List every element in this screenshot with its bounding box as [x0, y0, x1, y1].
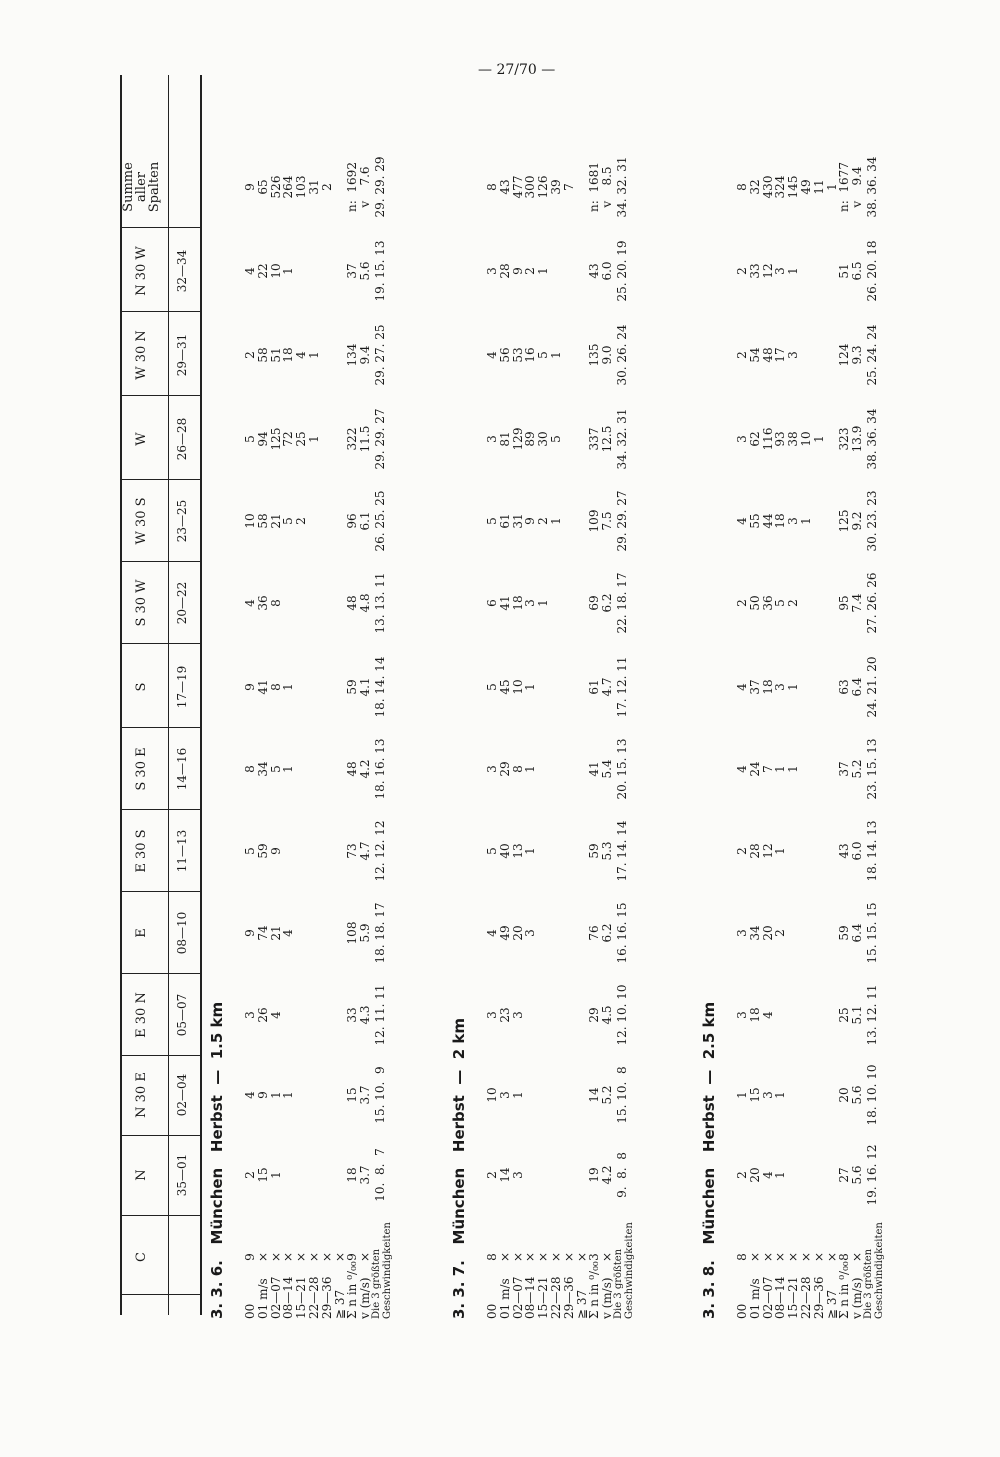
- sum-cell: n: 1681: [587, 162, 602, 212]
- c-v: ×: [850, 1251, 865, 1263]
- v-cell: 4.1: [358, 677, 373, 697]
- column-header: N 30 E: [134, 1072, 149, 1118]
- value-cell: 4 49 20 3: [485, 925, 538, 941]
- max-speed-cell: 15. 10. 8: [615, 1066, 630, 1124]
- v-cell: 6.5: [850, 261, 865, 281]
- max-speed-cell: 23. 15. 13: [865, 738, 880, 800]
- max-speed-cell: 10. 8. 7: [373, 1148, 388, 1202]
- sum-label: Σ n in ⁰/₀₀: [837, 1261, 852, 1319]
- c-cell: ×: [760, 1251, 775, 1263]
- sum-cell: 51: [837, 263, 852, 279]
- v-cell: 5.3: [600, 841, 615, 861]
- value-cell: 3 18 4: [735, 1007, 775, 1023]
- sum-cell: n: 1677: [837, 162, 852, 212]
- column-header: W 30 S: [134, 497, 149, 545]
- header-col-rule: [120, 227, 200, 228]
- max-speed-cell: 18. 16. 13: [373, 738, 388, 800]
- v-cell: 5.6: [850, 1165, 865, 1185]
- sum-cell: 43: [837, 843, 852, 859]
- sum-cell: 322: [345, 427, 360, 451]
- sum-label: Σ n in ⁰/₀₀: [345, 1261, 360, 1319]
- header-col-rule: [120, 643, 200, 644]
- v-cell: 9.3: [850, 345, 865, 365]
- sum-cell: 125: [837, 509, 852, 533]
- max-speed-cell: 18. 18. 17: [373, 902, 388, 964]
- v-cell: 4.7: [358, 841, 373, 861]
- column-header: W: [134, 432, 149, 446]
- column-subheader: 08—10: [175, 911, 189, 955]
- row-label: 22—28: [549, 1276, 563, 1319]
- v-cell: 12.5: [600, 425, 615, 453]
- c-cell: 8: [485, 1253, 499, 1261]
- column-subheader: 11—13: [175, 829, 189, 873]
- max-speed-cell: 17. 12. 11: [615, 656, 630, 718]
- sum-cell: 18: [345, 1167, 360, 1183]
- value-cell: 3 34 20 2: [735, 925, 788, 941]
- header-top-rule: [120, 75, 122, 1315]
- value-cell: 9 41 8 1: [243, 679, 296, 695]
- column-header: Summe aller Spalten: [121, 161, 162, 213]
- sum-cell: 134: [345, 343, 360, 367]
- value-cell: 4 56 53 16 5 1: [485, 347, 563, 363]
- c-v: ×: [358, 1251, 373, 1263]
- c-cell: ×: [747, 1251, 762, 1263]
- v-cell: 4.3: [358, 1005, 373, 1025]
- row-label: 01 m/s: [255, 1278, 270, 1319]
- header-mid-rule: [168, 75, 169, 1315]
- column-subheader: 14—16: [175, 747, 189, 791]
- header-col-rule: [120, 395, 200, 396]
- max-speed-cell: 26. 20. 18: [865, 240, 880, 302]
- v-cell: 7.5: [600, 511, 615, 531]
- v-cell: 7.4: [850, 593, 865, 613]
- sum-cell: 33: [345, 1007, 360, 1023]
- header-col-rule: [120, 973, 200, 974]
- value-cell: 4 37 18 3 1: [735, 679, 801, 695]
- sum-cell: 108: [345, 921, 360, 945]
- value-cell: 3 28 9 2 1: [485, 263, 551, 279]
- header-left-rule: [120, 1294, 200, 1295]
- max-speed-cell: 13. 13. 11: [373, 572, 388, 634]
- sum-cell: 27: [837, 1167, 852, 1183]
- c-cell: ×: [523, 1251, 538, 1263]
- sum-label: Σ n in ⁰/₀₀: [587, 1261, 602, 1319]
- c-cell: ×: [549, 1251, 563, 1263]
- sum-cell: 48: [345, 761, 360, 777]
- c-cell: ×: [574, 1251, 589, 1263]
- column-header: C: [134, 1252, 149, 1262]
- v-cell: 3.7: [358, 1165, 373, 1185]
- v-cell: v 8.5: [600, 166, 615, 208]
- value-cell: 5 59 9: [243, 843, 283, 859]
- row-label: 00: [735, 1303, 749, 1319]
- sum-cell: 43: [587, 263, 602, 279]
- value-cell: 8 34 5 1: [243, 761, 296, 777]
- row-label: 15—21: [294, 1276, 309, 1319]
- v-cell: 6.0: [600, 261, 615, 281]
- row-label: 15—21: [536, 1276, 551, 1319]
- v-cell: 4.2: [600, 1165, 615, 1185]
- sum-cell: 14: [587, 1087, 602, 1103]
- v-cell: 5.4: [600, 759, 615, 779]
- row-label: 15—21: [786, 1276, 801, 1319]
- column-subheader: 02—04: [175, 1073, 189, 1117]
- row-label: 08—14: [523, 1276, 538, 1319]
- v-label: v (m/s): [600, 1277, 615, 1319]
- value-cell: 3 81 129 89 30 5: [485, 427, 563, 451]
- max-speed-cell: 12. 11. 11: [373, 984, 388, 1046]
- c-cell: ×: [268, 1251, 283, 1263]
- value-cell: 5 61 31 9 2 1: [485, 513, 563, 529]
- sum-cell: 37: [345, 263, 360, 279]
- max-speed-cell: 13. 12. 11: [865, 984, 880, 1046]
- sum-cell: 48: [345, 595, 360, 611]
- c-cell: ×: [561, 1251, 576, 1263]
- v-cell: 5.2: [850, 759, 865, 779]
- value-cell: 2 50 36 5 2: [735, 595, 801, 611]
- value-cell: 4 24 7 1 1: [735, 761, 801, 777]
- sum-cell: 19: [587, 1167, 602, 1183]
- row-label: 22—28: [307, 1276, 321, 1319]
- sum-cell: 29: [587, 1007, 602, 1023]
- row-label: 02—07: [510, 1276, 525, 1319]
- v-cell: 9.0: [600, 345, 615, 365]
- v-cell: 3.7: [358, 1085, 373, 1105]
- v-cell: 11.5: [358, 425, 373, 453]
- value-cell: 9 74 21 4: [243, 925, 296, 941]
- c-cell: ×: [510, 1251, 525, 1263]
- column-header: E: [134, 928, 149, 938]
- row-label: 29—36: [811, 1276, 826, 1319]
- sum-cell: 69: [587, 595, 602, 611]
- row-label: 00: [243, 1303, 257, 1319]
- value-cell: 2 14 3: [485, 1167, 525, 1183]
- c-cell: 9: [243, 1253, 257, 1261]
- column-subheader: 23—25: [175, 499, 189, 543]
- c-cell: ×: [536, 1251, 551, 1263]
- v-cell: 6.1: [358, 511, 373, 531]
- value-cell: 9 65 526 264 103 31 2: [243, 175, 334, 199]
- column-subheader: 32—34: [175, 249, 189, 293]
- value-cell: 4 36 8: [243, 595, 283, 611]
- max-speed-cell: 34. 32. 31: [615, 156, 630, 218]
- header-col-rule: [120, 809, 200, 810]
- sum-cell: 15: [345, 1087, 360, 1103]
- max-speed-cell: 30. 26. 24: [615, 324, 630, 386]
- sum-cell: 96: [345, 513, 360, 529]
- c-sum: 8: [837, 1253, 852, 1261]
- v-label: v (m/s): [850, 1277, 865, 1319]
- value-cell: 3 29 8 1: [485, 761, 538, 777]
- sum-cell: 59: [837, 925, 852, 941]
- v-cell: 5.6: [850, 1085, 865, 1105]
- sum-cell: 323: [837, 427, 852, 451]
- v-cell: 4.7: [600, 677, 615, 697]
- value-cell: 10 3 1: [485, 1087, 525, 1103]
- sum-cell: 41: [587, 761, 602, 777]
- max-speed-cell: 27. 26. 26: [865, 572, 880, 634]
- row-label: 29—36: [561, 1276, 576, 1319]
- sum-cell: 76: [587, 925, 602, 941]
- c-cell: ×: [307, 1251, 321, 1263]
- max-speed-cell: 20. 15. 13: [615, 738, 630, 800]
- v-cell: 6.0: [850, 841, 865, 861]
- header-col-rule: [120, 561, 200, 562]
- sum-cell: 73: [345, 843, 360, 859]
- value-cell: 10 58 21 5 2: [243, 513, 309, 529]
- row-label: ≧ 37: [332, 1289, 347, 1319]
- v-cell: 13.9: [850, 425, 865, 453]
- max-speed-cell: 29. 29. 29: [373, 156, 388, 218]
- v-cell: 6.4: [850, 677, 865, 697]
- column-header: S 30 E: [134, 747, 149, 791]
- max-speed-cell: 15. 15. 15: [865, 902, 880, 964]
- v-cell: 9.4: [358, 345, 373, 365]
- max-speed-cell: 25. 24. 24: [865, 324, 880, 386]
- value-cell: 5 94 125 72 25 1: [243, 427, 321, 451]
- column-header: E 30 N: [134, 992, 149, 1038]
- sum-cell: 37: [837, 761, 852, 777]
- value-cell: 5 40 13 1: [485, 843, 538, 859]
- v-cell: v 7.6: [358, 166, 373, 208]
- value-cell: 4 22 10 1: [243, 263, 296, 279]
- section-title: 3. 3. 7. München Herbst — 2 km: [450, 1017, 468, 1319]
- column-subheader: 35—01: [175, 1153, 189, 1197]
- value-cell: 6 41 18 3 1: [485, 595, 551, 611]
- v-cell: v 9.4: [850, 166, 865, 208]
- max-speed-cell: 26. 25. 25: [373, 490, 388, 552]
- max-speed-cell: 16. 16. 15: [615, 902, 630, 964]
- max-speed-cell: 29. 29. 27: [373, 408, 388, 470]
- header-col-rule: [120, 727, 200, 728]
- value-cell: 8 32 430 324 145 49 11 1: [735, 175, 839, 199]
- header-bottom-rule: [200, 75, 202, 1315]
- v-cell: 5.2: [600, 1085, 615, 1105]
- row-label: ≧ 37: [574, 1289, 589, 1319]
- c-cell: ×: [811, 1251, 826, 1263]
- v-label: v (m/s): [358, 1277, 373, 1319]
- c-sum: 9: [345, 1253, 360, 1261]
- max-speed-cell: 15. 10. 9: [373, 1066, 388, 1124]
- max-speed-cell: 18. 14. 13: [865, 820, 880, 882]
- column-subheader: 26—28: [175, 417, 189, 461]
- column-subheader: 17—19: [175, 665, 189, 709]
- header-col-rule: [120, 479, 200, 480]
- column-header: W 30 N: [134, 330, 149, 380]
- value-cell: 5 45 10 1: [485, 679, 538, 695]
- max-speed-cell: 30. 23. 23: [865, 490, 880, 552]
- column-header: S 30 W: [134, 579, 149, 627]
- v-cell: 9.2: [850, 511, 865, 531]
- c-cell: ×: [497, 1251, 512, 1263]
- row-label: 01 m/s: [747, 1278, 762, 1319]
- sum-cell: 95: [837, 595, 852, 611]
- max-speed-cell: 34. 32. 31: [615, 408, 630, 470]
- c-cell: ×: [294, 1251, 309, 1263]
- value-cell: 1 15 3 1: [735, 1087, 788, 1103]
- c-cell: ×: [824, 1251, 839, 1263]
- column-header: E 30 S: [134, 829, 149, 873]
- column-header: S: [134, 682, 149, 692]
- column-subheader: 20—22: [175, 581, 189, 625]
- c-cell: ×: [786, 1251, 801, 1263]
- c-cell: ×: [799, 1251, 813, 1263]
- row-label: ≧ 37: [824, 1289, 839, 1319]
- sum-cell: 59: [587, 843, 602, 859]
- v-cell: 5.6: [358, 261, 373, 281]
- max-speed-cell: 25. 20. 19: [615, 240, 630, 302]
- row-label: 08—14: [773, 1276, 788, 1319]
- v-cell: 5.9: [358, 923, 373, 943]
- column-header: N 30 W: [134, 246, 149, 296]
- row-label: 02—07: [268, 1276, 283, 1319]
- sum-cell: 25: [837, 1007, 852, 1023]
- sum-cell: 59: [345, 679, 360, 695]
- value-cell: 3 62 116 93 38 10 1: [735, 427, 826, 451]
- c-v: ×: [600, 1251, 615, 1263]
- max-speed-cell: 29. 29. 27: [615, 490, 630, 552]
- header-col-rule: [120, 311, 200, 312]
- max-speed-cell: 18. 14. 14: [373, 656, 388, 718]
- value-cell: 4 55 44 18 3 1: [735, 513, 813, 529]
- max-speed-cell: 38. 36. 34: [865, 408, 880, 470]
- page-number: — 27/70 —: [478, 62, 556, 78]
- v-cell: 6.4: [850, 923, 865, 943]
- max-speed-cell: 9. 8. 8: [615, 1152, 630, 1198]
- header-col-rule: [120, 891, 200, 892]
- max-speed-cell: 12. 10. 10: [615, 984, 630, 1046]
- value-cell: 2 20 4 1: [735, 1167, 788, 1183]
- max-speed-cell: 29. 27. 25: [373, 324, 388, 386]
- column-subheader: 05—07: [175, 993, 189, 1037]
- max-speed-cell: 18. 10. 10: [865, 1064, 880, 1126]
- max-speed-cell: 19. 16. 12: [865, 1144, 880, 1206]
- v-cell: 6.2: [600, 923, 615, 943]
- section-title: 3. 3. 8. München Herbst — 2.5 km: [700, 1001, 718, 1319]
- sum-cell: 124: [837, 343, 852, 367]
- max-speed-cell: 12. 12. 12: [373, 820, 388, 882]
- v-cell: 4.5: [600, 1005, 615, 1025]
- c-sum: 3: [587, 1253, 602, 1261]
- row-label: 00: [485, 1303, 499, 1319]
- value-cell: 4 9 1 1: [243, 1091, 296, 1099]
- value-cell: 8 43 477 300 126 39 7: [485, 175, 576, 199]
- max-speed-cell: 19. 15. 13: [373, 240, 388, 302]
- section-title: 3. 3. 6. München Herbst — 1.5 km: [208, 1001, 226, 1319]
- max-speed-cell: 38. 36. 34: [865, 156, 880, 218]
- value-cell: 2 28 12 1: [735, 843, 788, 859]
- value-cell: 2 54 48 17 3: [735, 347, 801, 363]
- value-cell: 2 58 51 18 4 1: [243, 347, 321, 363]
- big-label: Die 3 größten Geschwindigkeiten: [613, 1222, 636, 1319]
- header-col-rule: [120, 1215, 200, 1216]
- max-speed-cell: 22. 18. 17: [615, 572, 630, 634]
- big-label: Die 3 größten Geschwindigkeiten: [863, 1222, 886, 1319]
- value-cell: 2 33 12 3 1: [735, 263, 801, 279]
- value-cell: 3 26 4: [243, 1007, 283, 1023]
- sum-cell: 20: [837, 1087, 852, 1103]
- c-cell: ×: [319, 1251, 334, 1263]
- c-cell: 8: [735, 1253, 749, 1261]
- c-cell: ×: [332, 1251, 347, 1263]
- max-speed-cell: 24. 21. 20: [865, 656, 880, 718]
- sum-cell: 63: [837, 679, 852, 695]
- max-speed-cell: 17. 14. 14: [615, 820, 630, 882]
- sum-cell: 337: [587, 427, 602, 451]
- v-cell: 4.8: [358, 593, 373, 613]
- c-cell: ×: [255, 1251, 270, 1263]
- v-cell: 6.2: [600, 593, 615, 613]
- sum-cell: 109: [587, 509, 602, 533]
- c-cell: ×: [773, 1251, 788, 1263]
- row-label: 08—14: [281, 1276, 296, 1319]
- sum-cell: n: 1692: [345, 162, 360, 212]
- row-label: 02—07: [760, 1276, 775, 1319]
- row-label: 01 m/s: [497, 1278, 512, 1319]
- column-subheader: 29—31: [175, 333, 189, 377]
- row-label: 29—36: [319, 1276, 334, 1319]
- value-cell: 3 23 3: [485, 1007, 525, 1023]
- c-cell: ×: [281, 1251, 296, 1263]
- sum-cell: 135: [587, 343, 602, 367]
- value-cell: 2 15 1: [243, 1167, 283, 1183]
- sum-cell: 61: [587, 679, 602, 695]
- v-cell: 5.1: [850, 1005, 865, 1025]
- column-header: N: [134, 1169, 149, 1181]
- v-cell: 4.2: [358, 759, 373, 779]
- row-label: 22—28: [799, 1276, 813, 1319]
- big-label: Die 3 größten Geschwindigkeiten: [371, 1222, 394, 1319]
